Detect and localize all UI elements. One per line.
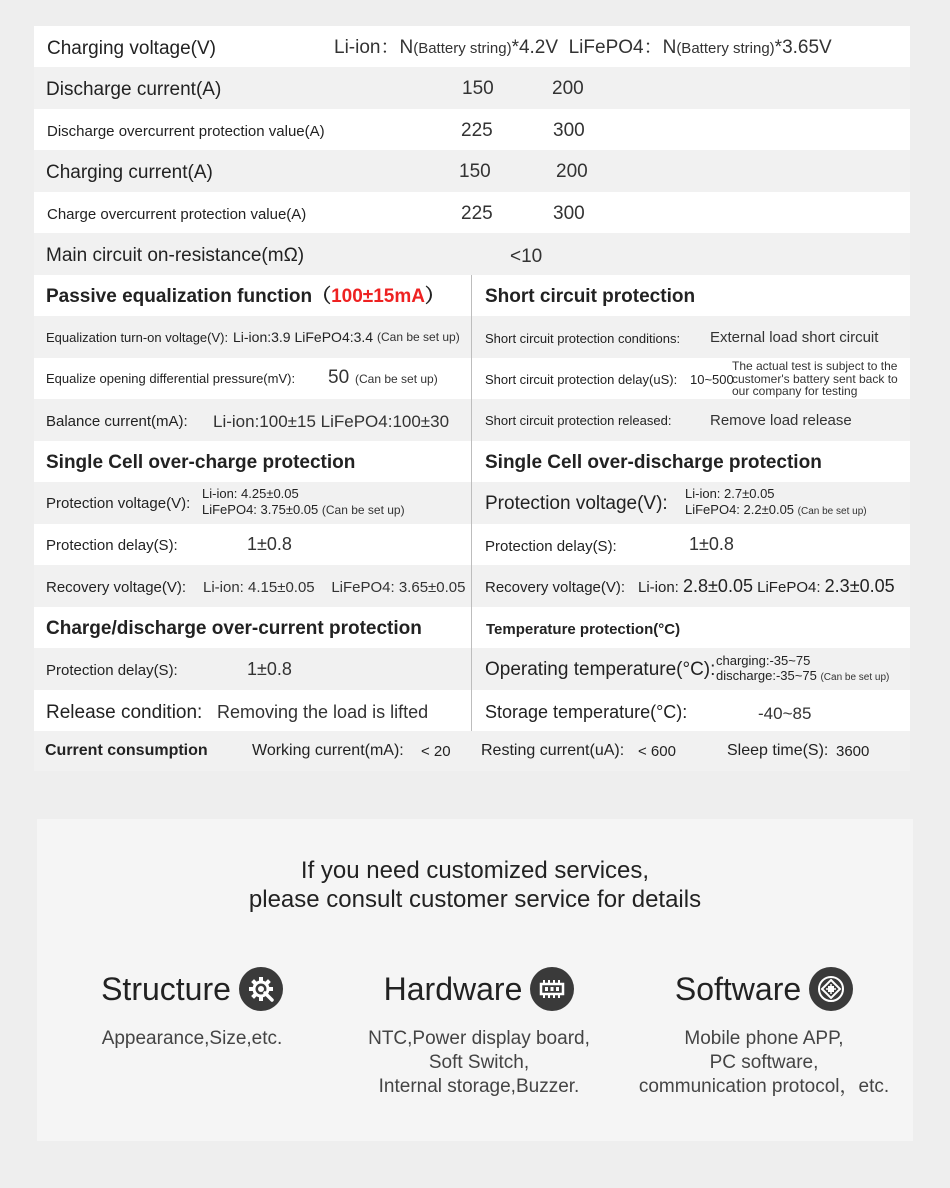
od-delay-label: Protection delay(S): [485, 538, 617, 555]
eq-balance-label: Balance current(mA): [46, 413, 188, 430]
gear-search-icon [239, 967, 283, 1011]
eq-diff-label: Equalize opening differential pressure(mV): [46, 371, 296, 386]
structure-title: Structure [101, 971, 231, 1007]
charging-current-label: Charging current(A) [46, 162, 213, 183]
od-pv-line1: Li-ion: 2.7±0.05 [685, 486, 775, 501]
short-circuit-title: Short circuit protection [485, 286, 696, 307]
software-column [619, 967, 909, 1099]
od-rec-c: LiFePO4: [752, 579, 825, 596]
lifepo-suffix: *3.65V [774, 37, 832, 58]
sc-release-label: Short circuit protection released: [485, 413, 672, 428]
hardware-desc-line: Internal storage,Buzzer. [378, 1076, 580, 1097]
custom-services-panel [37, 819, 913, 1141]
main-circuit-value: <10 [510, 246, 543, 267]
od-pv-line2: LiFePO4: 2.2±0.05 [685, 502, 795, 517]
software-desc-line: PC software, [709, 1052, 819, 1073]
row-main-circuit [34, 233, 910, 275]
row-cell-recovery [34, 565, 910, 607]
op-temp-line2-wrap [716, 669, 889, 683]
software-desc [619, 1027, 909, 1099]
od-pv-line2-wrap [685, 503, 867, 517]
oc-pv-line1: Li-ion: 4.25±0.05 [202, 486, 299, 501]
ocp-release-value: Removing the load is lifted [217, 702, 429, 722]
row-eq-turn-on [34, 316, 910, 358]
promo-line-1: If you need customized services, [300, 857, 650, 884]
od-rec-b: 2.8±0.05 [683, 576, 753, 596]
resting-current-value: < 600 [638, 743, 676, 760]
software-header [619, 967, 909, 1011]
oc-pv-line2: LiFePO4: 3.75±0.05 [202, 502, 319, 517]
hardware-column [349, 967, 609, 1099]
consumption-title: Current consumption [45, 742, 208, 759]
row-eq-diff [34, 358, 910, 399]
od-pv-label: Protection voltage(V): [485, 493, 668, 514]
chip-icon [530, 967, 574, 1011]
discharge-current-v1: 150 [462, 78, 494, 99]
od-recovery-value [638, 577, 895, 595]
od-recovery-label: Recovery voltage(V): [485, 579, 626, 596]
passive-eq-title-end: ） [424, 286, 444, 307]
working-current-label: Working current(mA): [252, 742, 404, 759]
eq-diff-value: 50 [328, 367, 350, 388]
structure-desc [62, 1027, 322, 1051]
temperature-title: Temperature protection(°C) [486, 621, 681, 638]
software-desc-line: communication protocol，etc. [638, 1076, 890, 1097]
row-cell-delay [34, 524, 910, 565]
row-discharge-current [34, 67, 910, 109]
op-temp-line2: discharge:-35~75 [716, 668, 817, 683]
liion-suffix: *4.2V [511, 37, 559, 58]
discharge-ocp-label: Discharge overcurrent protection value(A) [47, 123, 325, 140]
structure-header [62, 967, 322, 1011]
discharge-current-label: Discharge current(A) [46, 79, 222, 100]
row-cell-head [34, 441, 910, 482]
row-discharge-ocp [34, 109, 910, 150]
diamond-chip-icon [809, 967, 853, 1011]
row-eq-balance [34, 399, 910, 441]
od-rec-a: Li-ion: [638, 579, 684, 596]
row-oc-temp-2 [34, 690, 910, 731]
discharge-ocp-v1: 225 [461, 120, 493, 141]
structure-column [62, 967, 322, 1051]
oc-delay-value: 1±0.8 [247, 534, 292, 554]
sleep-time-value: 3600 [836, 743, 870, 760]
charge-ocp-label: Charge overcurrent protection value(A) [47, 206, 307, 223]
hardware-desc-line: Soft Switch, [428, 1052, 530, 1073]
sc-cond-value: External load short circuit [710, 329, 879, 346]
charging-current-v1: 150 [459, 161, 491, 182]
oc-recovery-label: Recovery voltage(V): [46, 579, 187, 596]
hardware-desc-line: NTC,Power display board, [368, 1028, 590, 1049]
sc-delay-value: 10~500 [690, 372, 734, 387]
row-charging-voltage [34, 26, 910, 67]
charging-voltage-label: Charging voltage(V) [47, 38, 216, 59]
oc-protection-title: Charge/discharge over-current protection [46, 618, 422, 639]
sc-cond-label: Short circuit protection conditions: [485, 331, 681, 346]
liion-small: (Battery string) [413, 40, 512, 57]
row-oc-temp-1 [34, 648, 910, 690]
over-charge-title: Single Cell over-charge protection [46, 452, 356, 473]
row-cell-pv [34, 482, 910, 524]
discharge-ocp-v2: 300 [553, 120, 585, 141]
hardware-header [349, 967, 609, 1011]
oc-pv-label: Protection voltage(V): [46, 495, 191, 512]
passive-eq-title-text: Passive equalization function（ [46, 286, 332, 307]
eq-diff-note: (Can be set up) [355, 372, 438, 386]
eq-balance-value: Li-ion:100±15 LiFePO4:100±30 [213, 412, 450, 431]
oc-pv-note: (Can be set up) [321, 503, 405, 517]
od-delay-value: 1±0.8 [689, 534, 734, 554]
charging-current-v2: 200 [556, 161, 588, 182]
sc-delay-note: The actual test is subject to the customer's battery sent back to our company for testing [732, 359, 898, 399]
op-temp-note: (Can be set up) [820, 672, 890, 683]
od-pv-note: (Can be set up) [797, 506, 867, 517]
row-consumption [34, 731, 910, 771]
eq-turn-on-label: Equalization turn-on voltage(V): [46, 330, 229, 345]
oc-recovery-value: Li-ion: 4.15±0.05 LiFePO4: 3.65±0.05 [203, 579, 466, 596]
main-circuit-label: Main circuit on-resistance(mΩ) [46, 245, 305, 266]
ocp-release-label: Release condition: [46, 702, 203, 723]
charge-ocp-v2: 300 [553, 203, 585, 224]
storage-temp-value: -40~85 [758, 704, 812, 723]
oc-delay-label: Protection delay(S): [46, 537, 178, 554]
oc-pv-line2-wrap [202, 503, 405, 516]
row-oc-temp-head [34, 607, 910, 648]
eq-turn-on-value: Li-ion:3.9 LiFePO4:3.4 [233, 329, 374, 345]
charging-voltage-value [334, 38, 832, 57]
discharge-current-v2: 200 [552, 78, 584, 99]
software-desc-line: Mobile phone APP, [684, 1028, 844, 1049]
row-eq-short-head [34, 275, 910, 316]
hardware-title: Hardware [383, 971, 523, 1007]
column-divider [471, 275, 472, 731]
op-temp-label: Operating temperature(°C): [485, 659, 716, 680]
promo-line-2: please consult customer service for details [248, 886, 702, 913]
row-charging-current [34, 150, 910, 192]
eq-turn-on-note: (Can be set up) [377, 330, 460, 344]
resting-current-label: Resting current(uA): [481, 742, 625, 759]
row-charge-ocp [34, 192, 910, 233]
working-current-value: < 20 [421, 743, 451, 760]
od-rec-d: 2.3±0.05 [824, 576, 895, 596]
liion-prefix: Li-ion：N [334, 37, 414, 58]
charge-ocp-v1: 225 [461, 203, 493, 224]
ocp-delay-value: 1±0.8 [247, 659, 292, 679]
op-temp-line1: charging:-35~75 [716, 653, 811, 668]
passive-eq-title [46, 287, 444, 306]
sleep-time-label: Sleep time(S): [727, 742, 829, 759]
passive-eq-title-red: 100±15mA [331, 286, 425, 307]
ocp-delay-label: Protection delay(S): [46, 662, 178, 679]
hardware-desc [349, 1027, 609, 1099]
sc-delay-label: Short circuit protection delay(uS): [485, 372, 678, 387]
software-title: Software [674, 971, 802, 1007]
storage-temp-label: Storage temperature(°C): [485, 702, 688, 722]
sc-release-value: Remove load release [710, 412, 852, 429]
lifepo-prefix: LiFePO4：N [568, 37, 677, 58]
over-discharge-title: Single Cell over-discharge protection [485, 452, 822, 473]
structure-desc-line: Appearance,Size,etc. [101, 1028, 283, 1049]
lifepo-small: (Battery string) [676, 40, 775, 57]
